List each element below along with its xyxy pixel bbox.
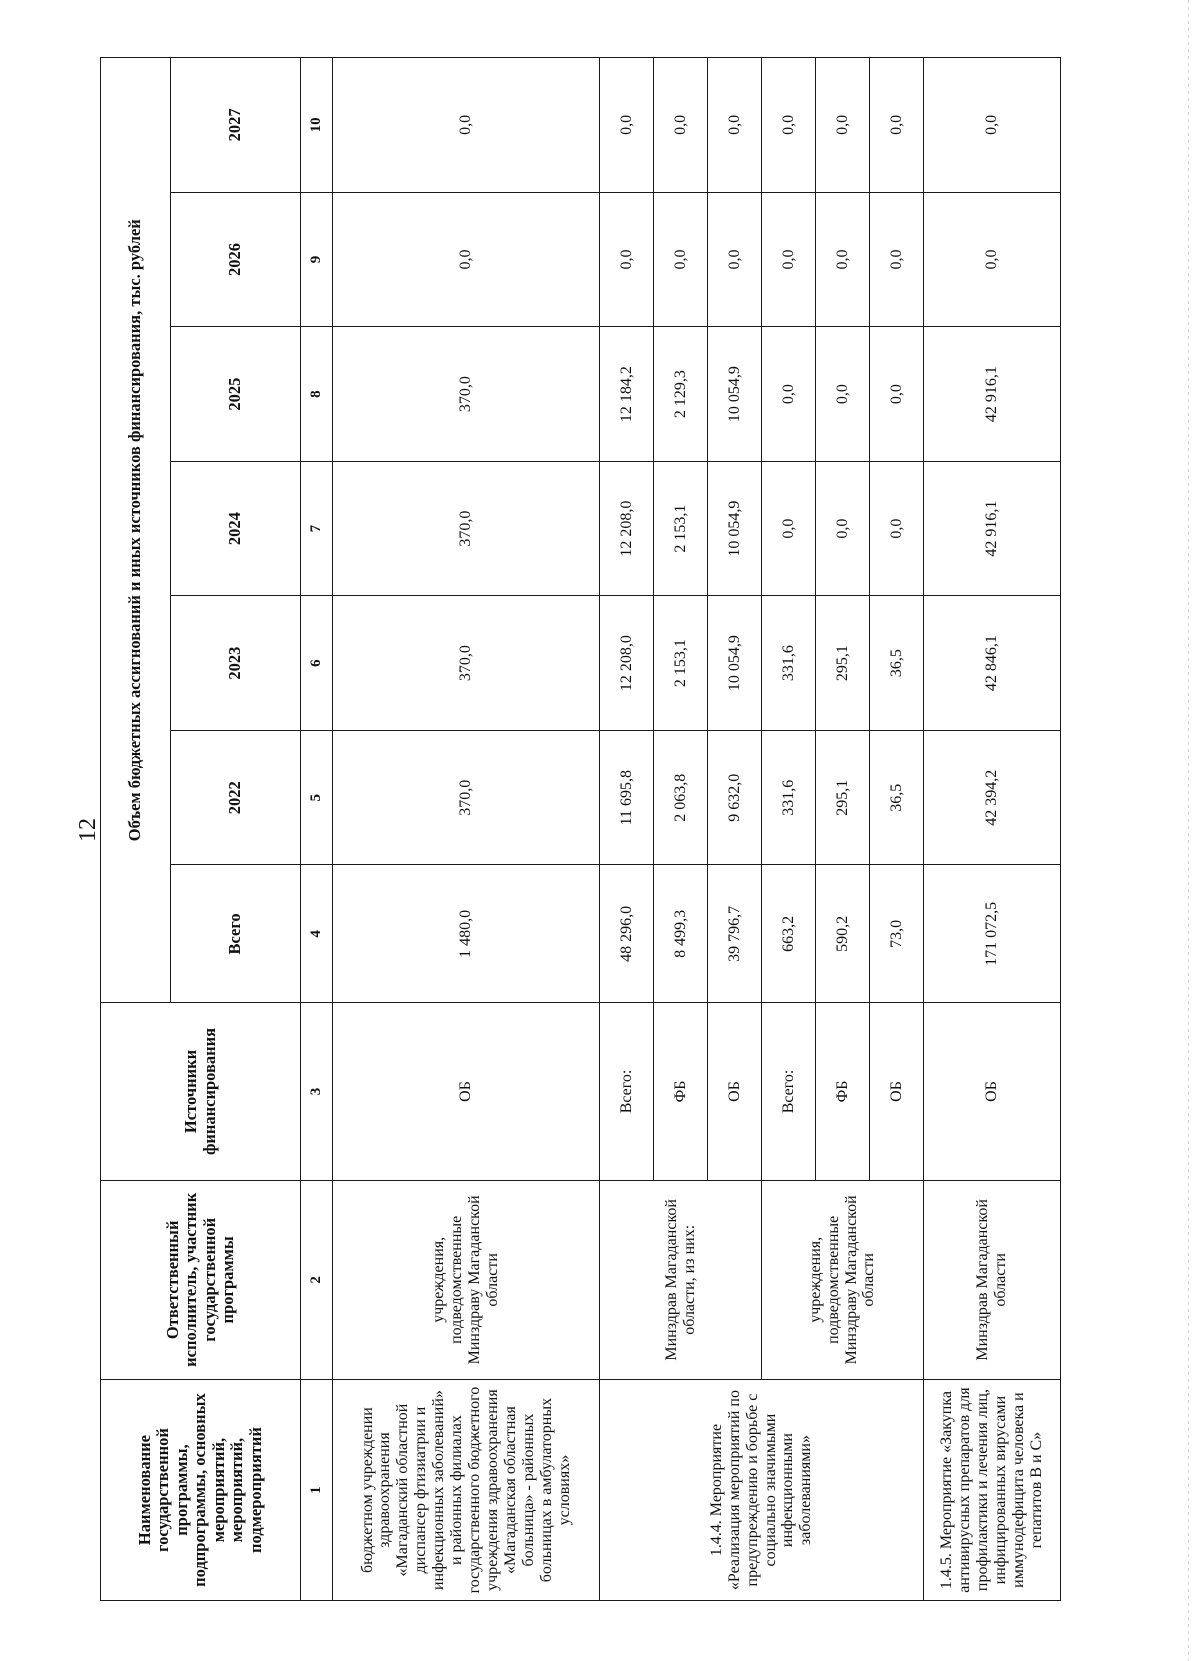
funding-source: ФБ — [654, 1003, 708, 1180]
value-2023: 36,5 — [870, 596, 924, 731]
value-2022: 11 695,8 — [600, 730, 654, 865]
value-2022: 9 632,0 — [708, 730, 762, 865]
header-sources: Источники финансирования — [101, 1003, 301, 1180]
header-total: Всего — [171, 865, 301, 1003]
value-total: 48 296,0 — [600, 865, 654, 1003]
value-2022: 370,0 — [333, 730, 600, 865]
funding-source: ФБ — [816, 1003, 870, 1180]
col-number: 4 — [301, 865, 333, 1003]
col-number: 6 — [301, 596, 333, 731]
executor-name: Минздрав Магаданской области, из них: — [600, 1180, 762, 1380]
value-2024: 12 208,0 — [600, 461, 654, 596]
col-number: 8 — [301, 327, 333, 462]
value-total: 73,0 — [870, 865, 924, 1003]
funding-source: ОБ — [924, 1003, 1061, 1180]
value-2025: 370,0 — [333, 327, 600, 462]
table-row — [600, 58, 654, 1601]
value-total: 663,2 — [762, 865, 816, 1003]
value-2026: 0,0 — [654, 192, 708, 327]
value-2025: 42 916,1 — [924, 327, 1061, 462]
value-2027: 0,0 — [924, 58, 1061, 193]
value-total: 8 499,3 — [654, 865, 708, 1003]
value-2025: 0,0 — [762, 327, 816, 462]
header-program-name: Наименование государственной программы, подпрограммы, основных мероприятий, мероприятий, подмероприятий — [101, 1380, 301, 1601]
funding-source: ОБ — [708, 1003, 762, 1180]
table-row — [924, 58, 1061, 1601]
value-2025: 2 129,3 — [654, 327, 708, 462]
value-2026: 0,0 — [708, 192, 762, 327]
value-2024: 0,0 — [816, 461, 870, 596]
value-total: 171 072,5 — [924, 865, 1061, 1003]
value-2026: 0,0 — [816, 192, 870, 327]
value-2024: 370,0 — [333, 461, 600, 596]
value-2025: 10 054,9 — [708, 327, 762, 462]
value-total: 39 796,7 — [708, 865, 762, 1003]
value-2023: 370,0 — [333, 596, 600, 731]
value-2022: 2 063,8 — [654, 730, 708, 865]
value-2024: 10 054,9 — [708, 461, 762, 596]
col-number: 10 — [301, 58, 333, 193]
funding-source: Всего: — [762, 1003, 816, 1180]
value-2022: 295,1 — [816, 730, 870, 865]
financing-table — [100, 57, 1061, 1601]
header-year-2023: 2023 — [171, 596, 301, 731]
value-2027: 0,0 — [708, 58, 762, 193]
value-2024: 2 153,1 — [654, 461, 708, 596]
value-2026: 0,0 — [600, 192, 654, 327]
value-2027: 0,0 — [600, 58, 654, 193]
scan-edge-line — [1188, 0, 1189, 1661]
table-row — [333, 58, 600, 1601]
col-number: 3 — [301, 1003, 333, 1180]
value-2025: 0,0 — [816, 327, 870, 462]
value-2026: 0,0 — [762, 192, 816, 327]
value-2022: 42 394,2 — [924, 730, 1061, 865]
header-year-2026: 2026 — [171, 192, 301, 327]
page-number: 12 — [75, 818, 101, 842]
header-year-2022: 2022 — [171, 730, 301, 865]
table-row — [762, 58, 816, 1601]
value-2024: 0,0 — [762, 461, 816, 596]
value-2026: 0,0 — [870, 192, 924, 327]
value-2023: 331,6 — [762, 596, 816, 731]
value-2027: 0,0 — [333, 58, 600, 193]
header-year-2024: 2024 — [171, 461, 301, 596]
value-2027: 0,0 — [654, 58, 708, 193]
value-2023: 10 054,9 — [708, 596, 762, 731]
value-2025: 12 184,2 — [600, 327, 654, 462]
value-total: 1 480,0 — [333, 865, 600, 1003]
header-executor: Ответственный исполнитель, участник государственной программы — [101, 1180, 301, 1380]
value-2026: 0,0 — [924, 192, 1061, 327]
value-2027: 0,0 — [816, 58, 870, 193]
value-2024: 42 916,1 — [924, 461, 1061, 596]
header-volume: Объем бюджетных ассигнований и иных источников финансирования, тыс. рублей — [101, 58, 171, 1003]
header-year-2027: 2027 — [171, 58, 301, 193]
funding-source: ОБ — [870, 1003, 924, 1180]
col-number: 1 — [301, 1380, 333, 1601]
executor-name: Минздрав Магаданской области — [924, 1180, 1061, 1380]
value-2022: 331,6 — [762, 730, 816, 865]
rotated-table-wrapper — [100, 57, 1060, 1601]
col-number: 7 — [301, 461, 333, 596]
value-2027: 0,0 — [870, 58, 924, 193]
activity-name: бюджетном учреждении здравоохранения «Магаданский областной диспансер фтизиатрии и инфекционных заболеваний» и районных филиалах государственного бюджетного учреждения здравоохранения «Магаданская областная больница» - районных больницах в амбулаторных условиях» — [333, 1380, 600, 1601]
activity-name: 1.4.5. Мероприятие «Закупка антивирусных препаратов для профилактики и лечения лиц, инфицированных вирусами иммунодефицита человека и гепатитов B и C» — [924, 1380, 1061, 1601]
value-2023: 295,1 — [816, 596, 870, 731]
value-2024: 0,0 — [870, 461, 924, 596]
value-2027: 0,0 — [762, 58, 816, 193]
value-2025: 0,0 — [870, 327, 924, 462]
col-number: 9 — [301, 192, 333, 327]
funding-source: ОБ — [333, 1003, 600, 1180]
value-2022: 36,5 — [870, 730, 924, 865]
col-number: 5 — [301, 730, 333, 865]
col-number: 2 — [301, 1180, 333, 1380]
value-2023: 12 208,0 — [600, 596, 654, 731]
column-number-row — [301, 58, 333, 1601]
value-total: 590,2 — [816, 865, 870, 1003]
value-2026: 0,0 — [333, 192, 600, 327]
executor-name: учреждения, подведомственные Минздраву Магаданской области — [333, 1180, 600, 1380]
funding-source: Всего: — [600, 1003, 654, 1180]
value-2023: 42 846,1 — [924, 596, 1061, 731]
value-2023: 2 153,1 — [654, 596, 708, 731]
executor-name: учреждения, подведомственные Минздраву Магаданской области — [762, 1180, 924, 1380]
header-year-2025: 2025 — [171, 327, 301, 462]
activity-name: 1.4.4. Мероприятие «Реализация мероприятий по предупреждению и борьбе с социально значимыми инфекционными заболеваниями» — [600, 1380, 924, 1601]
